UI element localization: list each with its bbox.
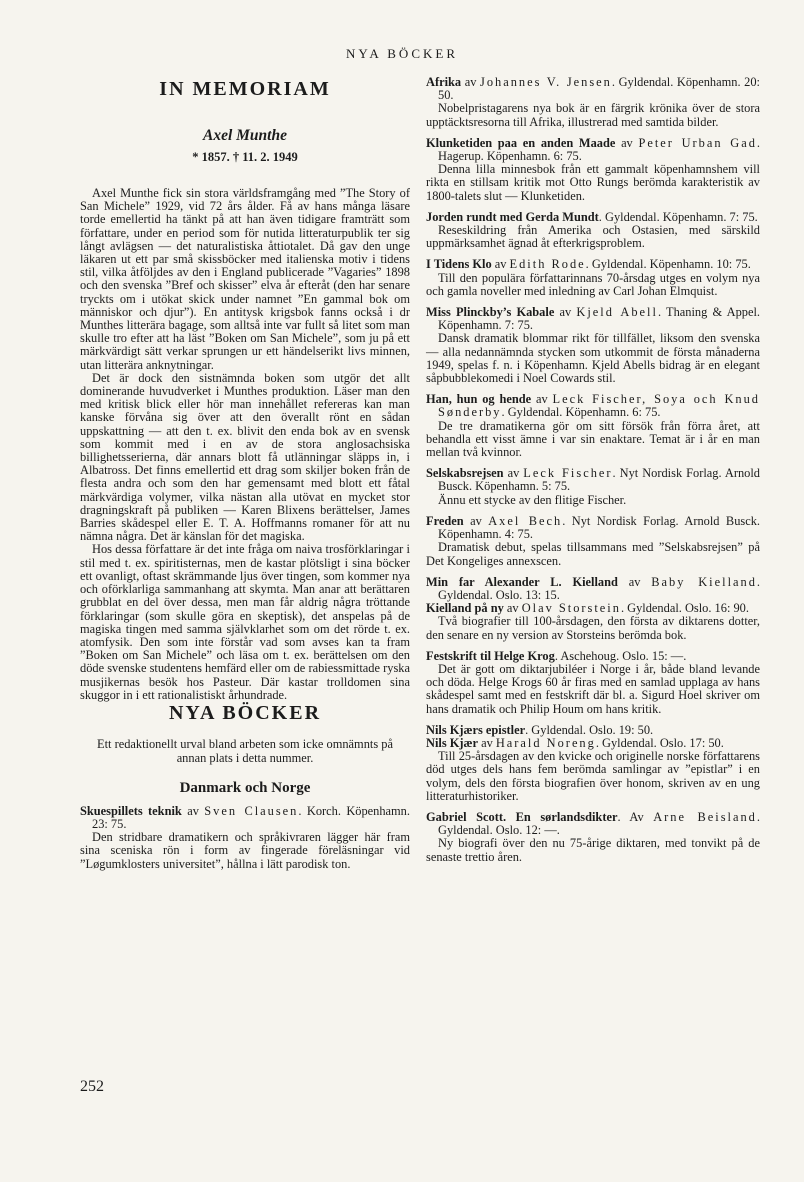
book-citation <box>426 258 760 271</box>
book-citation <box>426 137 760 163</box>
memoriam-dates: * 1857. † 11. 2. 1949 <box>192 150 298 164</box>
book-entry <box>426 737 760 803</box>
book-citation <box>426 515 760 541</box>
book-title: Kielland på ny <box>426 601 504 616</box>
book-author: Kjeld Abell <box>576 305 658 320</box>
book-description: Det är gott om diktarjubiléer i Norge i år, både bland levande och döda. Helge Krogs 60 år firas med en samlad upplaga av hans skådespel samt med en festskrift där bl. a. Sigurd Hoel skriver om hans dramatik och Philip Houm om hans kritik. <box>426 661 760 716</box>
book-imprint: . Gyldendal. Oslo. 19: 50. <box>525 722 654 737</box>
book-entry <box>426 515 760 568</box>
book-author: Harald Noreng <box>495 735 596 750</box>
memoriam-title: IN MEMORIAM <box>159 78 331 100</box>
book-by: av <box>615 135 639 150</box>
book-author: Sven Clausen <box>204 803 299 818</box>
book-title: Klunketiden paa en anden Maade <box>426 135 616 150</box>
book-author: Leck Fischer, Soya och Knud Sønderby <box>438 392 760 420</box>
book-title: Afrika <box>426 75 462 89</box>
book-title: Skuespillets teknik <box>80 803 182 818</box>
book-description: Ny biografi över den nu 75-årige diktaren, med tonvikt på de senaste trettio åren. <box>426 836 760 864</box>
book-by: av <box>463 513 489 528</box>
book-entry <box>426 650 760 716</box>
book-by: av <box>503 466 524 481</box>
book-entry <box>426 576 760 602</box>
page-number: 252 <box>80 1078 104 1095</box>
book-imprint: . Gyldendal. Oslo. 17: 50. <box>595 735 724 750</box>
book-by: av <box>503 601 522 616</box>
book-imprint: . Korch. Köpenhamn. 23: 75. <box>92 803 410 831</box>
book-by: av <box>531 392 553 407</box>
book-entry <box>426 137 760 203</box>
book-title: Nils Kjær <box>426 735 478 750</box>
book-by: av <box>554 305 577 320</box>
book-title: I Tidens Klo <box>426 257 492 272</box>
book-description: Två biografier till 100-årsdagen, den första av diktarens dotter, den senare en ny version av Storsteins berömda bok. <box>426 614 760 642</box>
book-entry <box>426 211 760 251</box>
book-title: Gabriel Scott. En sørlandsdikter <box>426 809 618 824</box>
book-author: Arne Beisland <box>653 809 757 824</box>
memoriam-body <box>80 187 410 702</box>
book-imprint: . Hagerup. Köpenhamn. 6: 75. <box>438 135 761 164</box>
book-imprint: . Gyldendal. Köpenhamn. 10: 75. <box>585 257 751 272</box>
book-author: Johannes V. Jensen <box>480 75 612 89</box>
book-description: Ännu ett stycke av den flitige Fischer. <box>438 492 627 507</box>
book-author: Axel Bech <box>488 513 563 528</box>
book-author: Peter Urban Gad <box>638 135 757 150</box>
book-entry <box>426 258 760 298</box>
nya-bocker-title: NYA BÖCKER <box>168 701 322 724</box>
subsection-heading: Danmark och Norge <box>179 779 311 796</box>
book-description: Till 25-årsdagen av den kvicke och originelle norske författarens död utges dels hans fem berömda samlingar av ”epistlar” i en volym, dels den första biografien över honom, skriven av en ung litteraturhistoriker. <box>426 749 760 803</box>
book-description: De tre dramatikerna gör om sitt försök från förra året, att behandla ett visst ämne i var sin enaktare. Temat är i år en man mellan två kvinnor. <box>426 418 760 460</box>
book-by: av <box>461 75 480 89</box>
book-imprint: . Gyldendal. Köpenhamn. 7: 75. <box>598 209 758 224</box>
book-entry <box>80 805 410 871</box>
book-entry <box>426 811 760 864</box>
book-entry <box>426 393 760 459</box>
book-citation <box>426 306 760 332</box>
book-author: Edith Rode <box>509 257 586 272</box>
book-imprint: . Nyt Nordisk Forlag. Arnold Busck. Köpenhamn. 4: 75. <box>438 513 760 542</box>
book-citation <box>80 805 410 831</box>
book-title: Festskrift til Helge Krog <box>426 648 555 663</box>
nya-bocker-intro: Ett redaktionellt urval bland arbeten som icke omnämnts på annan plats i detta nummer. <box>97 736 393 766</box>
book-imprint: . Gyldendal. Oslo. 12: —. <box>438 809 760 838</box>
memoriam-paragraph: Axel Munthe fick sin stora världsframgång med ”The Story of San Michele” 1929, vid 72 års ålder. Få av hans många läsare torde emellertid ha tänkt på att han även tidigare framträtt som författare, under en period som för nutida litteraturpublik ter sig långt avlägsen — det naturalistiska åttiotalet. Då gav den unge läkaren ut ett par små skissböcker med italienska motiv i tidens stil, vilka åtföljdes av den i England publicerade ”Vagaries” 1898 och den svenska ”Bref och skisser” elva år efteråt (den har senare tryckts om i utökat skick under namnet ”En gammal bok om människor och djur”). En antitysk krigsbok fanns också i dr Munthes litterära bagage, som alltså inte var fullt så litet som man skulle tro efter att ha läst ”Boken om San Michele”, som ju på ett märkvärdigt sätt verkar sprungen ur ett händelserikt livs minnen, utan litterära anknytningar. <box>80 186 410 372</box>
book-imprint: . Gyldendal. Köpenhamn. 20: 50. <box>438 75 760 103</box>
book-entry <box>426 76 760 129</box>
book-by: . Av <box>617 809 654 824</box>
book-entry <box>426 467 760 507</box>
book-description: Nobelpristagarens nya bok är en färgrik krönika över de stora upptäcktsresorna till Afrika, illustrerad med samtida bilder. <box>426 101 760 129</box>
book-imprint: . Nyt Nordisk Forlag. Arnold Busck. Köpenhamn. 5: 75. <box>438 466 761 494</box>
left-column <box>80 76 410 879</box>
book-imprint: . Gyldendal. Oslo. 16: 90. <box>620 601 749 616</box>
book-title: Freden <box>426 513 464 528</box>
book-title: Min far Alexander L. Kielland <box>426 574 618 589</box>
book-imprint: . Gyldendal. Oslo. 13: 15. <box>438 574 761 602</box>
running-head: NYA BÖCKER <box>346 46 458 61</box>
book-by: av <box>181 803 205 818</box>
book-title: Jorden rundt med Gerda Mundt <box>426 209 599 224</box>
book-description: Dramatisk debut, spelas tillsammans med ”Selskabsrejsen” på Det Kongeliges annexscen. <box>426 540 760 568</box>
book-citation <box>426 467 760 493</box>
memoriam-name: Axel Munthe <box>203 127 287 144</box>
book-imprint: . Aschehoug. Oslo. 15: —. <box>554 648 687 663</box>
book-author: Olav Storstein <box>521 601 621 616</box>
book-title: Selskabsrejsen <box>426 466 504 481</box>
book-author: Leck Fischer <box>523 466 613 481</box>
book-description: Reseskildring från Amerika och Ostasien, med särskild uppmärksamhet ägnad åt efterkrigsproblem. <box>426 223 760 251</box>
book-by: av <box>491 257 510 272</box>
book-title: Nils Kjærs epistler <box>426 722 526 737</box>
book-author: Baby Kielland <box>651 574 757 589</box>
book-by: av <box>477 735 496 750</box>
right-column <box>426 76 760 872</box>
book-citation <box>426 650 760 663</box>
book-imprint: . Thaning & Appel. Köpenhamn. 7: 75. <box>438 305 760 333</box>
book-citation <box>426 393 760 419</box>
book-description: Den stridbare dramatikern och språkivraren lägger här fram sina sceniska rön i form av fingerade föreläsningar vid ”Løgumklosters universitet”, hållna i lätt parodisk ton. <box>80 830 410 871</box>
book-by: av <box>617 574 652 589</box>
book-citation <box>426 576 760 602</box>
book-title: Miss Plinckby’s Kabale <box>426 305 555 320</box>
book-entry <box>426 602 760 642</box>
book-entry <box>426 306 760 385</box>
book-citation <box>426 811 760 837</box>
book-citation <box>426 76 760 102</box>
book-imprint: . Gyldendal. Köpenhamn. 6: 75. <box>501 405 661 420</box>
book-title: Han, hun og hende <box>426 392 532 407</box>
book-description: Dansk dramatik blommar rikt för tillfället, liksom den svenska — alla nedannämnda stycken som utkommit de första månaderna 1949, spelas f. n. i Köpenhamn. Kjeld Abells bidrag är en elegant såpbubblekomedi i Noel Cowards stil. <box>426 331 760 386</box>
memoriam-paragraph: Hos dessa författare är det inte fråga om naiva trosförklaringar i stil med t. ex. spiritisternas, men de kastar plötsligt i sina böcker ett ovanligt, oftast skrämmande ljus över tingen, som kommer nya och oförklarliga sammanhang att skymta. Man anar att berättaren grubblat en del över dessa, men man får aldrig några tröttande förklaringar (som skulle göra en skeptisk), det anspelas på de magiska tingen med samma självklarhet som om det rörde t. ex. atomfysik. Den som inte förstår vad som avses kan ta fram ”Boken om San Michele” och läsa om t. ex. berättelsen om den döde svenske studentens hemfärd eller om de rabiessmittade ryska musjikernas besök hos Pasteur. Där kastar trolldomen sina skuggor in i ett rationalistiskt århundrade. <box>80 542 410 702</box>
book-description: Till den populära författarinnans 70-årsdag utges en volym nya och gamla noveller med inledning av Carl Johan Elmquist. <box>426 270 760 298</box>
entry-list-left <box>80 805 410 871</box>
memoriam-paragraph: Det är dock den sistnämnda boken som utgör det allt dominerande huvudverket i Munthes produktion. Läser man den med kritisk blick eller hör man innehållet refereras kan man kanske förvåna sig över att den överallt rönt en sådan uppskattning — att den t. ex. blivit den enda bok av en svensk som kommit med i en av de stora anglosachsiska billighetsserierna, där annars blott få utlänningar släpps in, i Albatross. Det finns emellertid ett drag som skiljer boken från de flesta andra och som den har gemensamt med blott ett fåtal märkvärdiga volymer, vilka nästan alla utövat en mycket stor dragningskraft på publiken — Karen Blixens berättelser, James Barries skådespel eller E. T. A. Hoffmanns romaner för att nu nämna några. Det är känslan för det magiska. <box>80 370 410 544</box>
book-description: Denna lilla minnesbok från ett gammalt köpenhamnshem vill rikta en stillsam kritik mot Otto Rungs berömda karakteristik av 1800-talets slut — Klunketiden. <box>426 162 760 203</box>
